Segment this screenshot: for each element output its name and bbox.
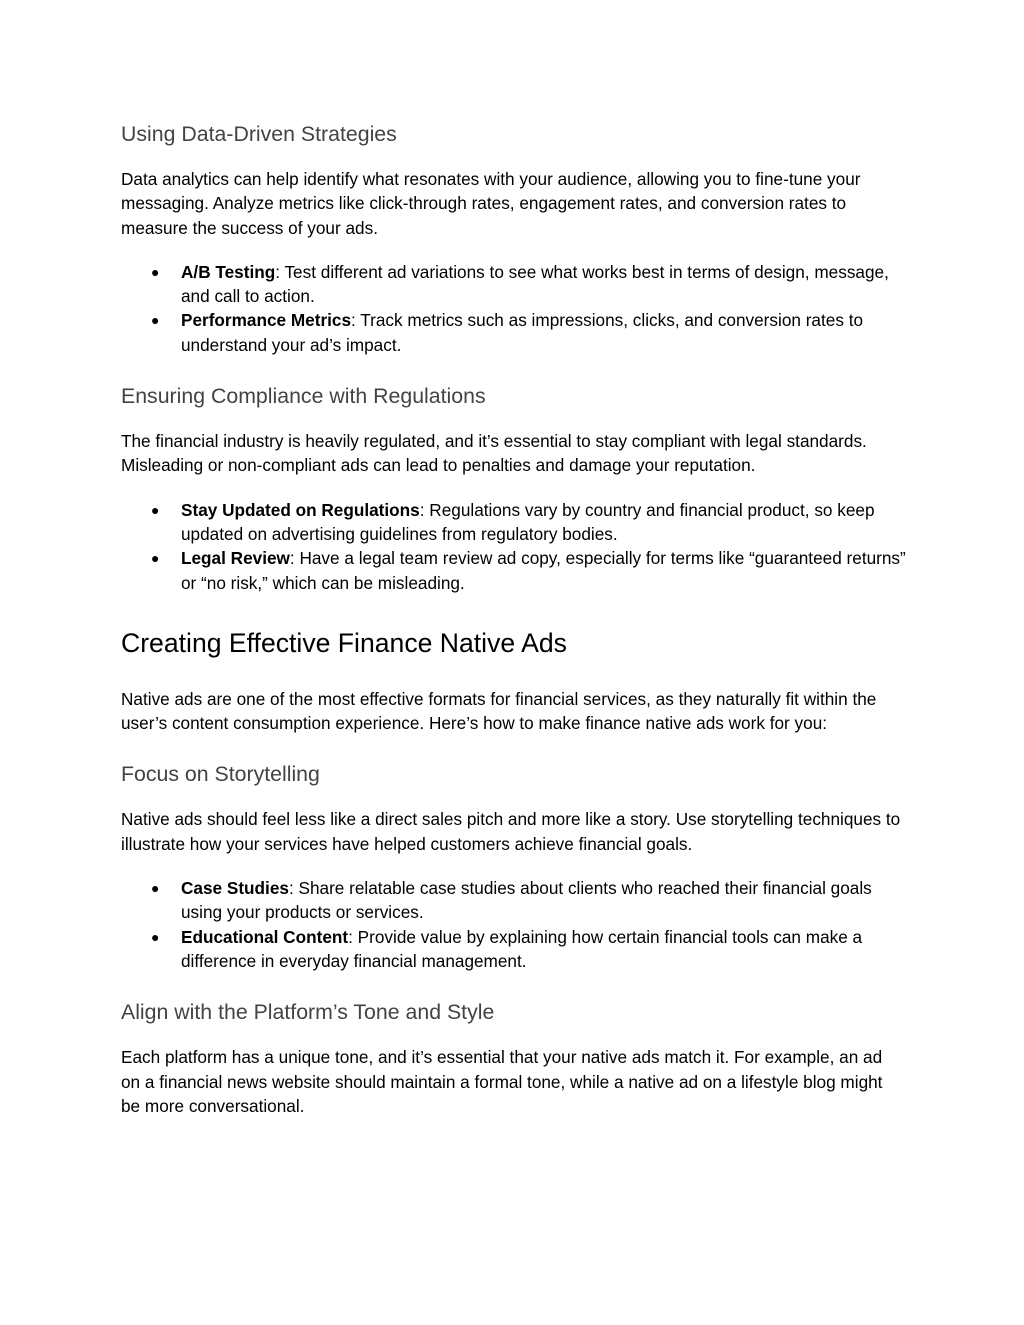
- heading-storytelling: Focus on Storytelling: [121, 762, 320, 787]
- bullet-text: : Have a legal team review ad copy, especially for terms like “guaranteed returns” or “no risk,” which can be misleading.: [181, 548, 906, 593]
- list-item: [121, 260, 906, 309]
- bullet-term: A/B Testing: [181, 261, 276, 282]
- list-item: [121, 498, 906, 547]
- document-page: [121, 119, 906, 1118]
- bullet-icon: ●: [151, 501, 160, 518]
- bullet-list-storytelling: [121, 876, 906, 973]
- heading-data-driven-strategies: Using Data-Driven Strategies: [121, 122, 397, 146]
- bullet-icon: ●: [151, 263, 160, 280]
- bullet-icon: ●: [151, 312, 160, 329]
- bullet-term: Legal Review: [181, 548, 290, 569]
- bullet-term: Performance Metrics: [181, 310, 352, 331]
- bullet-term: Case Studies: [181, 878, 289, 899]
- list-item: [121, 876, 906, 925]
- paragraph-data-analytics: Data analytics can help identify what resonates with your audience, allowing you to fine-tune your messaging. Analyze metrics like click-through rates, engagement rates, and conversion rates to measure the success of your ads.: [121, 169, 861, 238]
- heading-creating-native-ads: Creating Effective Finance Native Ads: [121, 627, 567, 658]
- bullet-text: : Test different ad variations to see what works best in terms of design, message, and call to action.: [181, 261, 889, 307]
- list-item: [121, 308, 906, 357]
- bullet-icon: ●: [151, 550, 160, 567]
- bullet-text: : Regulations vary by country and financial product, so keep updated on advertising guidelines from regulatory bodies.: [181, 499, 875, 544]
- bullet-text: : Track metrics such as impressions, clicks, and conversion rates to understand your ad’s impact.: [181, 310, 864, 355]
- paragraph-platform-tone: Each platform has a unique tone, and it’s essential that your native ads match it. For example, an ad on a financial news website should maintain a formal tone, while a native ad on a lifestyle blog might be more conversational.: [121, 1047, 883, 1116]
- bullet-text: : Share relatable case studies about clients who reached their financial goals using your products or services.: [181, 878, 872, 923]
- bullet-list-compliance: [121, 498, 906, 595]
- bullet-text: : Provide value by explaining how certain financial tools can make a difference in everyday financial management.: [181, 926, 863, 971]
- bullet-icon: ●: [151, 880, 160, 897]
- bullet-list-data-driven: [121, 260, 906, 357]
- bullet-icon: ●: [151, 928, 160, 945]
- list-item: [121, 925, 906, 974]
- heading-compliance: Ensuring Compliance with Regulations: [121, 384, 486, 409]
- list-item: [121, 546, 906, 595]
- heading-platform-tone: Align with the Platform’s Tone and Style: [121, 1000, 495, 1025]
- bullet-term: Educational Content: [181, 926, 349, 947]
- bullet-term: Stay Updated on Regulations: [181, 499, 420, 520]
- paragraph-native-ads-intro: Native ads are one of the most effective formats for financial services, as they naturally fit within the user’s content consumption experience. Here’s how to make finance native ads work for you:: [121, 688, 877, 734]
- paragraph-financial-industry: The financial industry is heavily regulated, and it’s essential to stay compliant with legal standards. Misleading or non-compliant ads can lead to penalties and damage your reputation.: [121, 431, 867, 476]
- paragraph-storytelling: Native ads should feel less like a direct sales pitch and more like a story. Use storytelling techniques to illustrate how your services have helped customers achieve financial goals.: [121, 809, 901, 854]
